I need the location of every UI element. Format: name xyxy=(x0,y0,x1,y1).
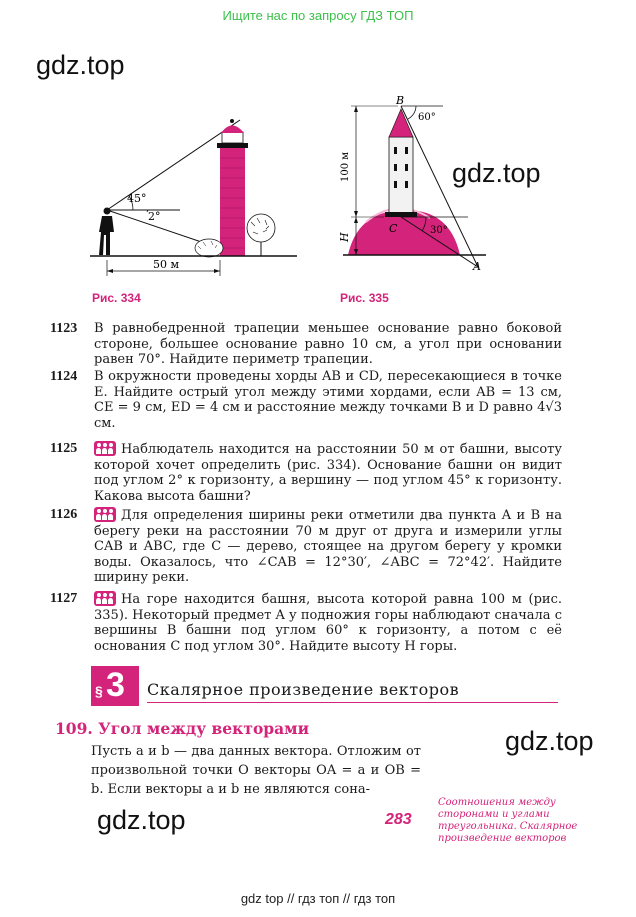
group-work-icon xyxy=(94,591,116,606)
watermark: gdz.top xyxy=(97,805,186,835)
watermark: gdz.top xyxy=(452,158,541,188)
label-b: B xyxy=(396,94,405,107)
problem-text-wrap xyxy=(94,507,562,586)
footer-watermark: gdz top // гдз топ // гдз топ xyxy=(240,891,396,906)
figure-334-caption: Рис. 334 xyxy=(92,291,141,305)
problem-number: 1125 xyxy=(50,441,78,456)
label-a: A xyxy=(473,260,481,273)
section-underline xyxy=(147,702,558,703)
problem-1126 xyxy=(50,507,562,586)
label-c: C xyxy=(389,222,398,235)
problem-number: 1127 xyxy=(50,591,78,606)
section-number: 3 xyxy=(106,666,125,704)
figure-335 xyxy=(318,92,493,282)
watermark: gdz.top xyxy=(36,50,125,80)
problem-text-wrap xyxy=(94,441,562,504)
problem-1125 xyxy=(50,441,562,504)
problem-1123 xyxy=(50,321,562,368)
figure-335-caption: Рис. 335 xyxy=(340,291,389,305)
problem-number: 1126 xyxy=(50,507,78,522)
distance-label: 50 м xyxy=(153,258,180,271)
section-title: Скалярное произведение векторов xyxy=(147,680,460,699)
subsection-title: 109. Угол между векторами xyxy=(55,719,310,738)
watermark: gdz.top xyxy=(505,726,594,756)
problem-text: В окружности проведены хорды AB и CD, пересекающиеся в точке E. Найдите острый угол между этими хордами, если AB = 13 см, CE = 9 см, ED = 4 см и расстояние между точками B и D равно 4√3 см. xyxy=(94,369,562,431)
height-tower-label: 100 м xyxy=(340,151,351,182)
problem-text: Наблюдатель находится на расстоянии 50 м от башни, высоту которой хочет определить (рис. 334). Основание башни он видит под углом 2° к горизонту, а вершину — под углом 45° к горизонту. Какова высота башни? xyxy=(94,442,562,504)
group-work-icon xyxy=(94,441,116,456)
problem-1127 xyxy=(50,591,562,654)
figure-334 xyxy=(85,100,300,285)
problem-number: 1123 xyxy=(50,321,78,336)
body-paragraph: Пусть a и b — два данных вектора. Отложим от произвольной точки O векторы OA = a и OB = b. Если векторы a и b не являются сона- xyxy=(91,744,421,797)
page-number: 283 xyxy=(385,811,412,828)
problem-text-wrap xyxy=(94,591,562,654)
angle-60-label: 60° xyxy=(418,112,436,123)
angle-2-label: 2° xyxy=(148,210,161,223)
problem-text: На горе находится башня, высота которой равна 100 м (рис. 335). Некоторый предмет A у подножия горы наблюдают сначала с вершины B башни под углом 60° к горизонту, а потом с её основания C под углом 30°. Найдите высоту H горы. xyxy=(94,592,562,654)
problem-text: Для определения ширины реки отметили два пункта A и B на берегу реки на расстоянии 70 м друг от друга и измерили углы CAB и ABC, где C — дерево, стоящее на другом берегу у кромки воды. Оказалось, что ∠CAB = 12°30′, ∠ABC = 72°42′. Найдите ширину реки. xyxy=(94,508,562,586)
group-work-icon xyxy=(94,507,116,522)
section-badge xyxy=(91,666,139,706)
angle-45-label: 45° xyxy=(127,192,147,205)
sidebar-note: Соотношения между сторонами и углами треугольника. Скалярное произведение векторов xyxy=(438,797,578,844)
problem-number: 1124 xyxy=(50,369,78,384)
problem-text: В равнобедренной трапеции меньшее основание равно боковой стороне, большее основание равно 10 см, а угол при основании равен 70°. Найдите периметр трапеции. xyxy=(94,321,562,368)
top-banner: Ищите нас по запросу ГДЗ ТОП xyxy=(222,8,414,23)
problem-1124 xyxy=(50,369,562,431)
angle-30-label: 30° xyxy=(430,225,448,236)
height-h-label: H xyxy=(338,232,351,242)
section-symbol: § xyxy=(95,683,103,699)
